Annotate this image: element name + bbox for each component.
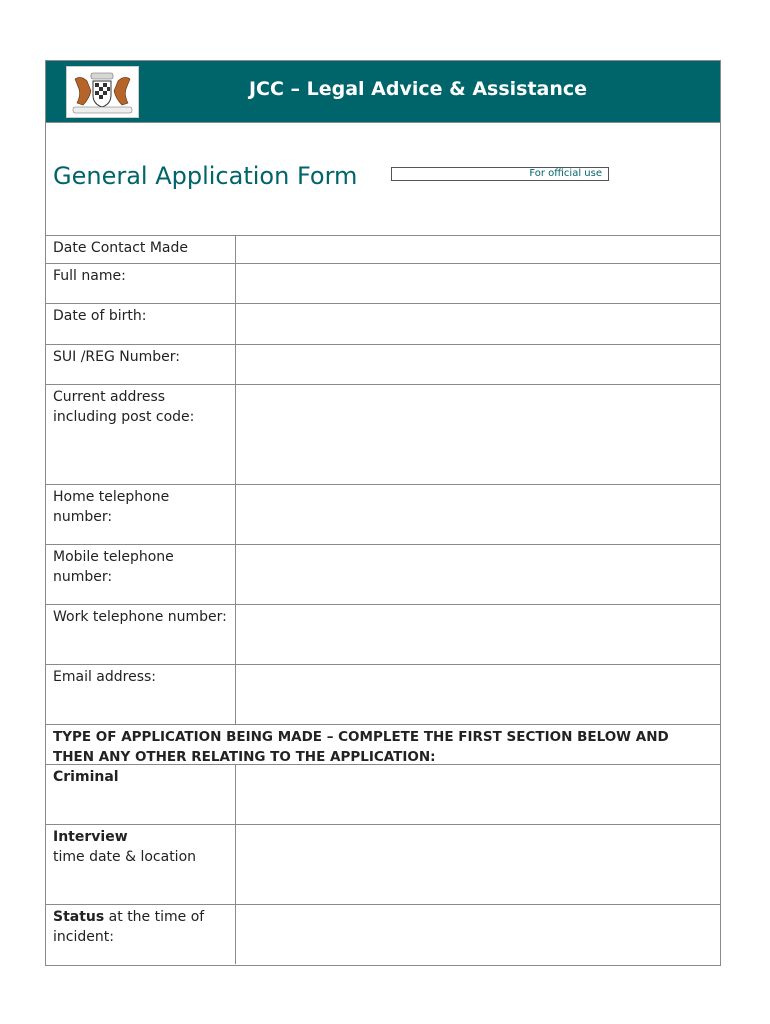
home-telephone-input[interactable] [236, 485, 720, 544]
mobile-telephone-input[interactable] [236, 545, 720, 604]
status-sublabel: at the time of incident: [53, 909, 205, 945]
field-label: Mobile telephone number: [46, 545, 236, 604]
form-row-dob [46, 303, 720, 344]
work-telephone-input[interactable] [236, 605, 720, 664]
email-input[interactable] [236, 665, 720, 724]
field-label: Current address including post code: [46, 385, 236, 484]
application-type-instruction: TYPE OF APPLICATION BEING MADE – COMPLETE THE FIRST SECTION BELOW AND THEN ANY OTHER RELATING TO THE APPLICATION: [53, 729, 669, 765]
date-contact-input[interactable] [236, 236, 720, 263]
section-label-interview [46, 825, 236, 904]
full-name-input[interactable] [236, 264, 720, 303]
form-title: General Application Form [53, 162, 358, 190]
form-header [46, 61, 720, 123]
form-row-full-name [46, 263, 720, 303]
application-form [45, 60, 721, 966]
header-title: JCC – Legal Advice & Assistance [248, 78, 588, 100]
form-row-criminal [46, 764, 720, 824]
form-row-home-phone [46, 484, 720, 544]
form-rows [46, 235, 720, 964]
official-use-field[interactable] [391, 167, 609, 181]
form-row-email [46, 664, 720, 724]
section-label-status [46, 905, 236, 964]
field-label: Work telephone number: [46, 605, 236, 664]
form-row-address [46, 384, 720, 484]
form-row-work-phone [46, 604, 720, 664]
official-use-label: For official use [529, 168, 602, 179]
field-label: Date Contact Made [46, 236, 236, 263]
section-label-criminal [46, 765, 236, 824]
form-row-interview [46, 824, 720, 904]
form-row-sui-reg [46, 344, 720, 384]
field-label: Date of birth: [46, 304, 236, 344]
application-type-instruction-row [46, 724, 720, 764]
date-of-birth-input[interactable] [236, 304, 720, 344]
criminal-label: Criminal [53, 769, 119, 785]
field-label: Home telephone number: [46, 485, 236, 544]
interview-sublabel: time date & location [53, 849, 197, 865]
form-row-date-contact [46, 235, 720, 263]
address-input[interactable] [236, 385, 720, 484]
form-row-status [46, 904, 720, 964]
status-input[interactable] [236, 905, 720, 964]
interview-label: Interview [53, 829, 128, 845]
criminal-input[interactable] [236, 765, 720, 824]
field-label: Full name: [46, 264, 236, 303]
sui-reg-number-input[interactable] [236, 345, 720, 384]
field-label: SUI /REG Number: [46, 345, 236, 384]
field-label: Email address: [46, 665, 236, 724]
interview-input[interactable] [236, 825, 720, 904]
form-row-mobile-phone [46, 544, 720, 604]
status-label: Status [53, 909, 105, 925]
title-area [46, 123, 720, 235]
